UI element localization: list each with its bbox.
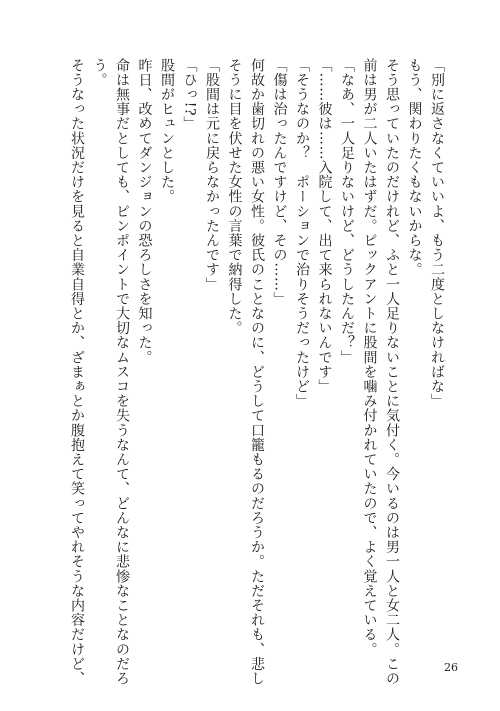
text-line-16: う。 bbox=[91, 58, 108, 88]
page-number: 26 bbox=[444, 661, 458, 674]
text-line-8: 「傷は治ったんですけど、その……」 bbox=[271, 58, 288, 307]
text-line-2: もう、関わりたくもないからな。 bbox=[406, 58, 423, 277]
text-line-12: 「ひっ!?」 bbox=[181, 58, 198, 131]
text-line-14: 昨日、改めてダンジョンの恐ろしさを知った。 bbox=[136, 58, 153, 365]
text-line-15: 命は無事だとしても、ピンポイントで大切なムスコを失うなんて、どんなに悲惨なことなのだろ bbox=[114, 58, 130, 686]
text-line-10: そうに目を伏せた女性の言葉で納得した。 bbox=[226, 58, 243, 336]
text-line-5: 「なあ、一人足りないけど、どうしたんだ？」 bbox=[339, 58, 355, 365]
vertical-text-block bbox=[66, 58, 449, 686]
text-line-6: 「……彼は……入院して、出て来られないんです」 bbox=[316, 58, 333, 394]
text-line-9: 何故か歯切れの悪い女性。彼氏のことなのに、どうして口籠もるのだろうか。ただそれも、悲し bbox=[249, 58, 265, 686]
text-line-13: 股間がヒュンとした。 bbox=[159, 58, 175, 204]
text-line-1: 「別に返さなくていいよ、もう二度としなければな」 bbox=[429, 58, 445, 409]
text-line-3: そう思っていたのだけれど、ふと一人足りないことに気付く。今いるのは男一人と女二人。この bbox=[384, 58, 400, 686]
text-line-11: 「股間は元に戻らなかったんです」 bbox=[204, 58, 220, 292]
text-line-17: そうなった状況だけを見ると自業自得とか、ざまぁとか腹抱えて笑ってやれそうな内容だけど、 bbox=[69, 58, 85, 686]
text-line-4: 前は男が二人いたはずだ。ピックアントに股間を噛み付かれていたので、よく覚えている。 bbox=[361, 58, 378, 657]
text-line-7: 「そうなのか？ ポーションで治りそうだったけど」 bbox=[294, 58, 310, 409]
